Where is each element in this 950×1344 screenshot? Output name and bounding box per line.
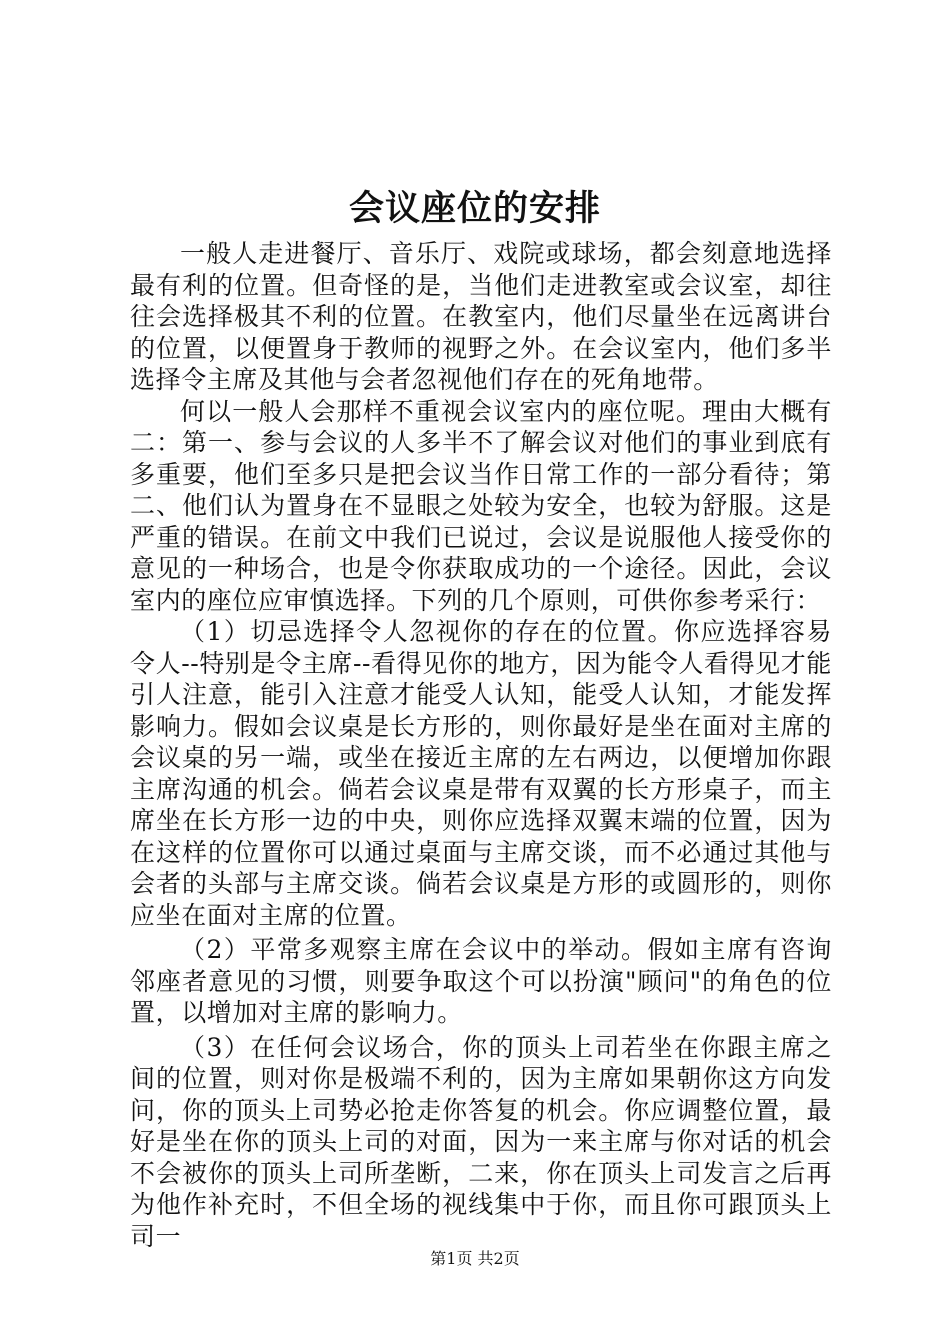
page-number-footer: 第1页 共2页 bbox=[430, 1249, 520, 1268]
paragraph: （1）切忌选择令人忽视你的存在的位置。你应选择容易令人--特别是令主席--看得见你的地方，因为能令人看得见才能引人注意，能引入注意才能受人认知，能受人认知，才能发挥影响力。假如会议桌是长方形的，则你最好是坐在面对主席的会议桌的另一端，或坐在接近主席的左右两边，以便增加你跟主席沟通的机会。倘若会议桌是带有双翼的长方形桌子，而主席坐在长方形一边的中央，则你应选择双翼末端的位置，因为在这样的位置你可以通过桌面与主席交谈，而不必通过其他与会者的头部与主席交谈。倘若会议桌是方形的或圆形的，则你应坐在面对主席的位置。 bbox=[130, 617, 832, 930]
document-body bbox=[130, 238, 832, 1252]
paragraph: 一般人走进餐厅、音乐厅、戏院或球场，都会刻意地选择最有利的位置。但奇怪的是，当他们走进教室或会议室，却往往会选择极其不利的位置。在教室内，他们尽量坐在远离讲台的位置，以便置身于教师的视野之外。在会议室内，他们多半选择令主席及其他与会者忽视他们存在的死角地带。 bbox=[130, 239, 832, 394]
paragraph: （3）在任何会议场合，你的顶头上司若坐在你跟主席之间的位置，则对你是极端不利的，因为主席如果朝你这方向发问，你的顶头上司势必抢走你答复的机会。你应调整位置，最好是坐在你的顶头上司的对面，因为一来主席与你对话的机会不会被你的顶头上司所垄断，二来，你在顶头上司发言之后再为他作补充时，不但全场的视线集中于你，而且你可跟顶头上司一 bbox=[130, 1032, 832, 1251]
paragraph: 何以一般人会那样不重视会议室内的座位呢。理由大概有二：第一、参与会议的人多半不了解会议对他们的事业到底有多重要，他们至多只是把会议当作日常工作的一部分看待；第二、他们认为置身在不显眼之处较为安全，也较为舒服。这是严重的错误。在前文中我们已说过，会议是说服他人接受你的意见的一种场合，也是令你获取成功的一个途径。因此，会议室内的座位应审慎选择。下列的几个原则，可供你参考采行： bbox=[130, 396, 832, 615]
paragraph: （2）平常多观察主席在会议中的举动。假如主席有咨询邻座者意见的习惯，则要争取这个可以扮演"顾问"的角色的位置，以增加对主席的影响力。 bbox=[130, 935, 832, 1027]
document-title: 会议座位的安排 bbox=[348, 188, 601, 229]
